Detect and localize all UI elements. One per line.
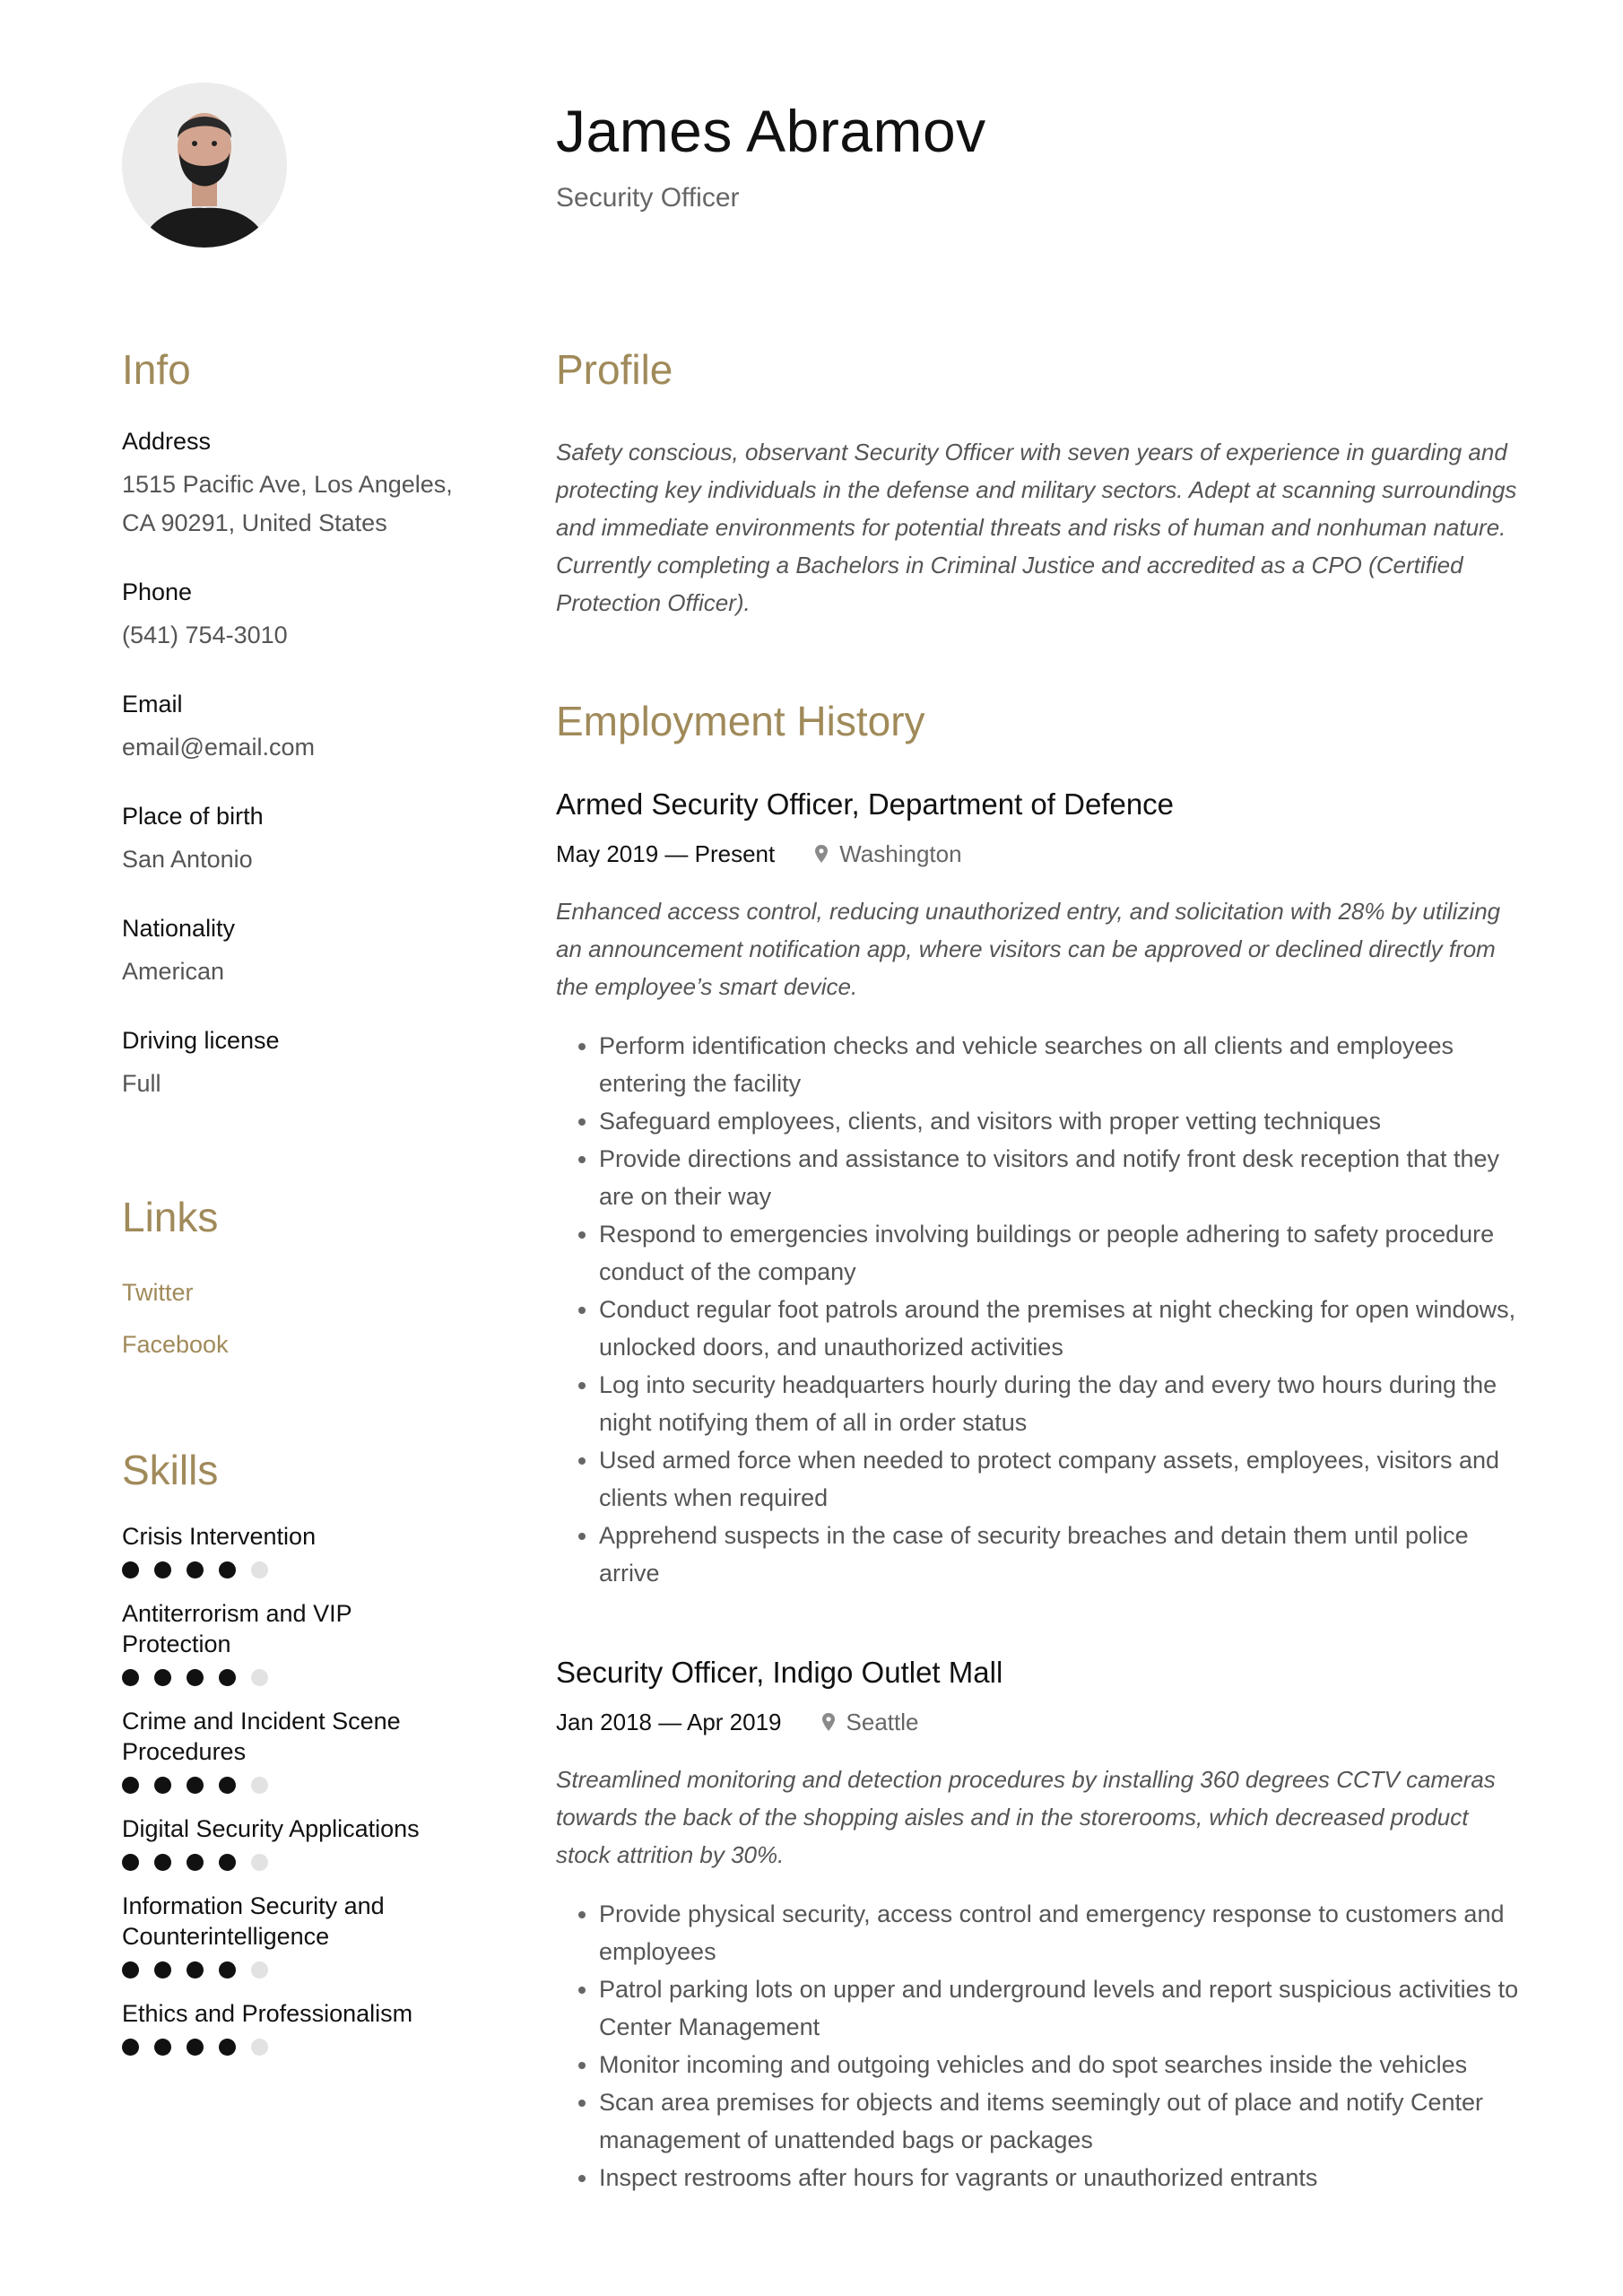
skill-rating xyxy=(122,1668,481,1686)
rating-dot-filled xyxy=(122,2039,139,2056)
rating-dot-filled xyxy=(219,1854,236,1871)
skill-item xyxy=(122,1598,481,1686)
rating-dot-filled xyxy=(154,2039,171,2056)
job-bullet: Respond to emergencies involving buildings or people adhering to safety procedure conduct of the company xyxy=(556,1215,1524,1291)
job-bullet: Safeguard employees, clients, and visitors with proper vetting techniques xyxy=(556,1102,1524,1140)
rating-dot-empty xyxy=(251,2039,268,2056)
rating-dot-filled xyxy=(122,1961,139,1979)
facebook-link[interactable]: Facebook xyxy=(122,1331,229,1358)
skill-item xyxy=(122,1998,481,2056)
info-value: American xyxy=(122,958,225,985)
skills-list xyxy=(122,1521,481,2056)
job-description: Streamlined monitoring and detection procedures by installing 360 degrees CCTV cameras towards the back of the shopping aisles and in the storerooms, which decreased product stock attrition by 30%. xyxy=(556,1766,1496,1868)
info-value: 1515 Pacific Ave, Los Angeles, CA 90291, United States xyxy=(122,471,453,536)
rating-dot-filled xyxy=(122,1777,139,1794)
info-driving-license xyxy=(122,1025,481,1103)
skill-name: Information Security and Counterintelligence xyxy=(122,1892,385,1950)
skill-item xyxy=(122,1891,481,1979)
rating-dot-filled xyxy=(122,1561,139,1578)
job-bullet: Monitor incoming and outgoing vehicles and do spot searches inside the vehicles xyxy=(556,2046,1524,2083)
info-email xyxy=(122,689,481,767)
rating-dot-filled xyxy=(122,1854,139,1871)
rating-dot-filled xyxy=(219,1669,236,1686)
avatar xyxy=(122,83,287,248)
rating-dot-filled xyxy=(154,1777,171,1794)
job-bullet: Provide physical security, access control and emergency response to customers and employees xyxy=(556,1895,1524,1970)
profile-heading: Profile xyxy=(556,346,673,393)
map-pin-icon xyxy=(821,1712,836,1732)
info-value: San Antonio xyxy=(122,846,253,873)
links-list xyxy=(122,1277,481,1360)
skill-rating xyxy=(122,1561,481,1578)
job-dates: Jan 2018 — Apr 2019 xyxy=(556,1709,782,1735)
job-bullet: Perform identification checks and vehicle searches on all clients and employees entering the facility xyxy=(556,1027,1524,1102)
info-nationality xyxy=(122,913,481,991)
job-bullet: Conduct regular foot patrols around the premises at night checking for open windows, unlocked doors, and unauthorized activities xyxy=(556,1291,1524,1366)
job-bullet: Apprehend suspects in the case of security breaches and detain them until police arrive xyxy=(556,1517,1524,1592)
rating-dot-empty xyxy=(251,1961,268,1979)
employment-heading: Employment History xyxy=(556,698,925,744)
info-label: Place of birth xyxy=(122,803,264,830)
avatar-portrait xyxy=(122,83,287,248)
rating-dot-filled xyxy=(187,1669,204,1686)
job-bullet: Patrol parking lots on upper and underground levels and report suspicious activities to Center Management xyxy=(556,1970,1524,2046)
skill-name: Digital Security Applications xyxy=(122,1815,420,1842)
skills-heading: Skills xyxy=(122,1447,219,1493)
info-heading: Info xyxy=(122,346,191,393)
rating-dot-filled xyxy=(219,1777,236,1794)
rating-dot-filled xyxy=(187,1961,204,1979)
job-location: Seattle xyxy=(846,1709,919,1735)
map-pin-icon xyxy=(814,844,829,864)
rating-dot-filled xyxy=(187,1777,204,1794)
info-label: Phone xyxy=(122,578,193,605)
links-heading: Links xyxy=(122,1194,219,1240)
rating-dot-empty xyxy=(251,1854,268,1871)
rating-dot-filled xyxy=(154,1669,171,1686)
job-bullet: Scan area premises for objects and items seemingly out of place and notify Center management of unattended bags or packages xyxy=(556,2083,1524,2159)
info-label: Nationality xyxy=(122,915,236,942)
rating-dot-filled xyxy=(187,2039,204,2056)
job-meta xyxy=(556,839,1533,869)
job-entry xyxy=(556,1655,1533,2196)
job-dates: May 2019 — Present xyxy=(556,840,776,867)
rating-dot-filled xyxy=(187,1561,204,1578)
job-title: Armed Security Officer, Department of Defence xyxy=(556,787,1175,821)
info-value: Full xyxy=(122,1070,161,1097)
sidebar xyxy=(122,345,481,2056)
skill-item xyxy=(122,1706,481,1794)
profile-text: Safety conscious, observant Security Officer with seven years of experience in guarding and protecting key individuals in the defense and military sectors. Adept at scanning surroundings and immediate environments for potential threats and risks of human and nonhuman nature. Currently completing a Bachelors in Criminal Justice and accredited as a CPO (Certified Protection Officer). xyxy=(556,439,1517,616)
skill-rating xyxy=(122,1961,481,1979)
main-content xyxy=(556,345,1533,2196)
skill-name: Antiterrorism and VIP Protection xyxy=(122,1600,352,1657)
candidate-name: James Abramov xyxy=(556,98,986,164)
job-bullet: Log into security headquarters hourly during the day and every two hours during the night notifying them of all in order status xyxy=(556,1366,1524,1441)
rating-dot-empty xyxy=(251,1669,268,1686)
job-title: Security Officer, Indigo Outlet Mall xyxy=(556,1656,1003,1689)
rating-dot-filled xyxy=(122,1669,139,1686)
info-phone xyxy=(122,577,481,655)
job-bullet: Inspect restrooms after hours for vagrants or unauthorized entrants xyxy=(556,2159,1524,2196)
info-value: email@email.com xyxy=(122,734,315,761)
info-place-of-birth xyxy=(122,801,481,879)
skill-rating xyxy=(122,2038,481,2056)
rating-dot-empty xyxy=(251,1561,268,1578)
info-value: (541) 754-3010 xyxy=(122,622,288,648)
rating-dot-filled xyxy=(219,1961,236,1979)
rating-dot-filled xyxy=(187,1854,204,1871)
candidate-title: Security Officer xyxy=(556,183,740,213)
skill-item xyxy=(122,1521,481,1578)
rating-dot-filled xyxy=(219,2039,236,2056)
skill-rating xyxy=(122,1776,481,1794)
rating-dot-filled xyxy=(154,1854,171,1871)
skill-rating xyxy=(122,1853,481,1871)
rating-dot-filled xyxy=(154,1961,171,1979)
skill-name: Crisis Intervention xyxy=(122,1523,317,1550)
info-label: Email xyxy=(122,691,183,718)
job-bullet: Used armed force when needed to protect company assets, employees, visitors and clients when required xyxy=(556,1441,1524,1517)
rating-dot-filled xyxy=(219,1561,236,1578)
info-label: Address xyxy=(122,428,212,455)
job-bullets xyxy=(556,1895,1524,2196)
skill-name: Ethics and Professionalism xyxy=(122,2000,413,2027)
job-meta xyxy=(556,1707,1533,1737)
job-location: Washington xyxy=(839,840,962,867)
job-bullet: Provide directions and assistance to visitors and notify front desk reception that they are on their way xyxy=(556,1140,1524,1215)
info-address xyxy=(122,426,481,543)
info-label: Driving license xyxy=(122,1027,280,1054)
job-description: Enhanced access control, reducing unauthorized entry, and solicitation with 28% by utilizing an announcement notification app, where visitors can be approved or declined directly from the employee’s smart device. xyxy=(556,898,1501,1000)
rating-dot-empty xyxy=(251,1777,268,1794)
job-entry xyxy=(556,787,1533,1592)
rating-dot-filled xyxy=(154,1561,171,1578)
skill-item xyxy=(122,1813,481,1871)
skill-name: Crime and Incident Scene Procedures xyxy=(122,1708,401,1765)
twitter-link[interactable]: Twitter xyxy=(122,1279,194,1306)
job-bullets xyxy=(556,1027,1524,1592)
